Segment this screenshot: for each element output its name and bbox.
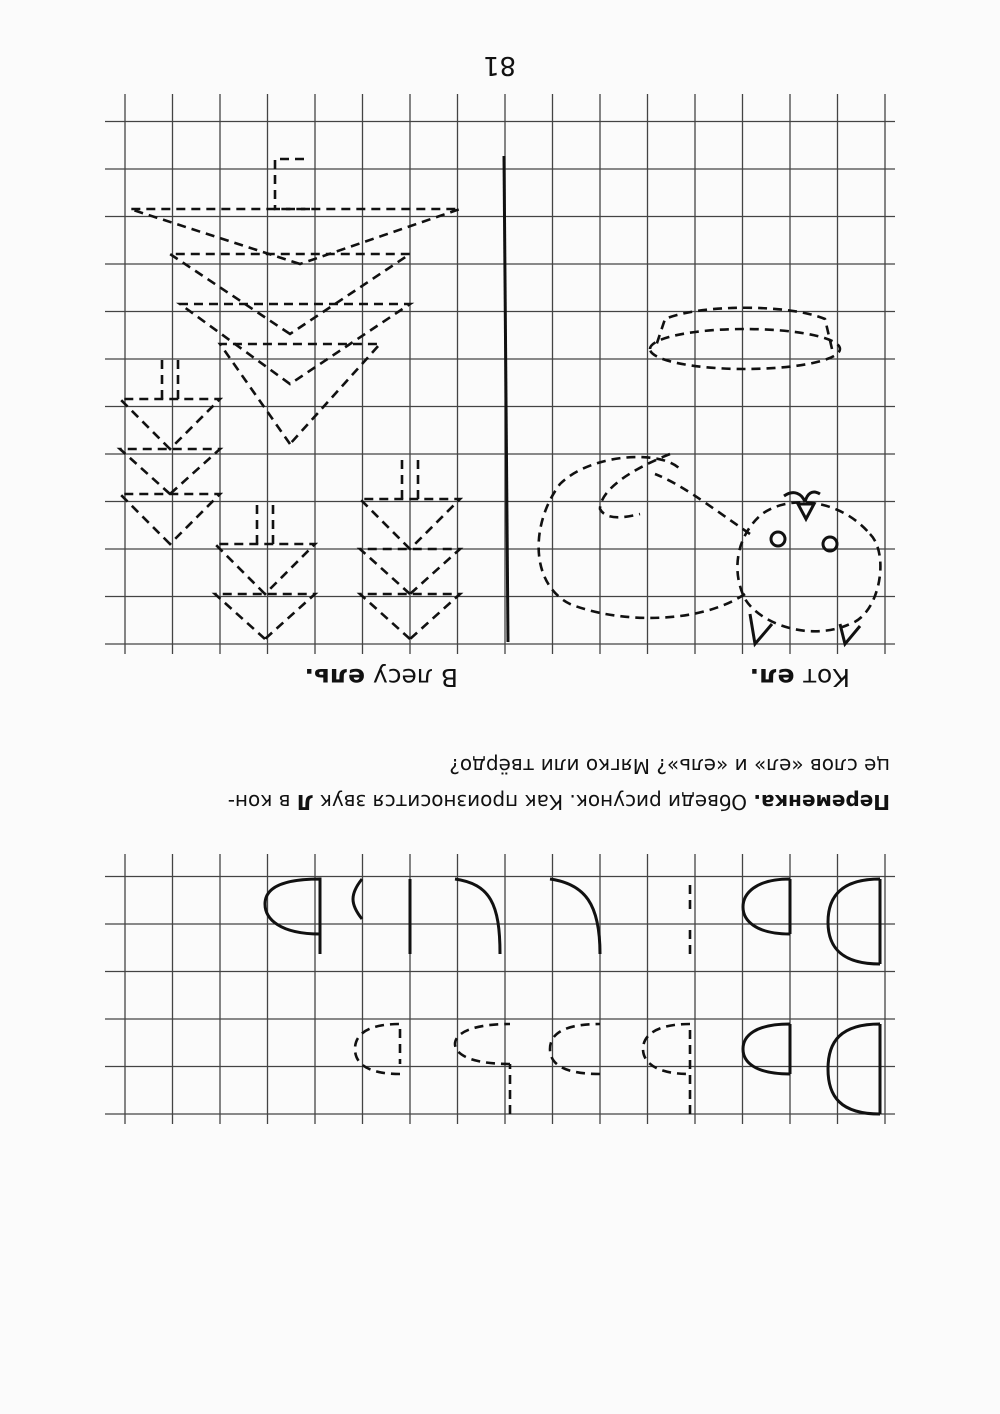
spruce-trunk [162, 354, 178, 399]
caption-cat-bold: ел. [749, 663, 795, 692]
spruce-tier-3 [170, 254, 410, 334]
spruce-tier [215, 544, 315, 594]
small-spruce-2 [215, 499, 315, 639]
exercise-letter: Л [296, 790, 314, 814]
exercise-line-1-end: в кон- [227, 790, 297, 814]
letter-soft-sign-model [828, 1024, 880, 1114]
small-spruce-1 [120, 354, 220, 544]
caption-tree-plain: В лесу [365, 663, 458, 692]
letter-row-2 [265, 879, 880, 964]
spruce-trunk [275, 159, 310, 209]
letter-soft-sign-model [265, 879, 320, 954]
exercise-line-1: Обведи рисунок. Как произносится звук [313, 790, 754, 814]
spruce-tier [120, 449, 220, 494]
letter-practice-grid [105, 854, 895, 1124]
exercise-line-2: це слов «ел» и «ель»? Мягко или твёрдо? [449, 754, 890, 778]
cat-eye-right [771, 532, 785, 546]
cat-body [539, 457, 745, 618]
bowl-picture [650, 308, 840, 369]
letter-soft-sign-model [828, 879, 880, 964]
letter-soft-sign-dashed [455, 1024, 510, 1114]
letter-stem-curve [550, 879, 600, 954]
exercise-text [110, 748, 890, 820]
caption-cat [750, 663, 850, 692]
caption-tree-bold: ель. [304, 663, 366, 692]
caption-cat-plain: Кот [794, 663, 850, 692]
letter-bowl-fragment [353, 879, 362, 919]
bowl-rim [650, 329, 840, 369]
page-number: 81 [482, 50, 516, 80]
spruce-trunk [257, 499, 273, 544]
cat-nose [798, 504, 814, 519]
cat-head [737, 502, 880, 631]
letter-stem-curve [455, 879, 500, 954]
letter-soft-sign-small [743, 879, 790, 934]
caption-tree [304, 663, 458, 692]
spruce-tier [215, 594, 315, 639]
letter-row-1 [355, 1024, 880, 1114]
picture-grid [105, 94, 895, 654]
exercise-title: Переменка. [753, 790, 890, 814]
